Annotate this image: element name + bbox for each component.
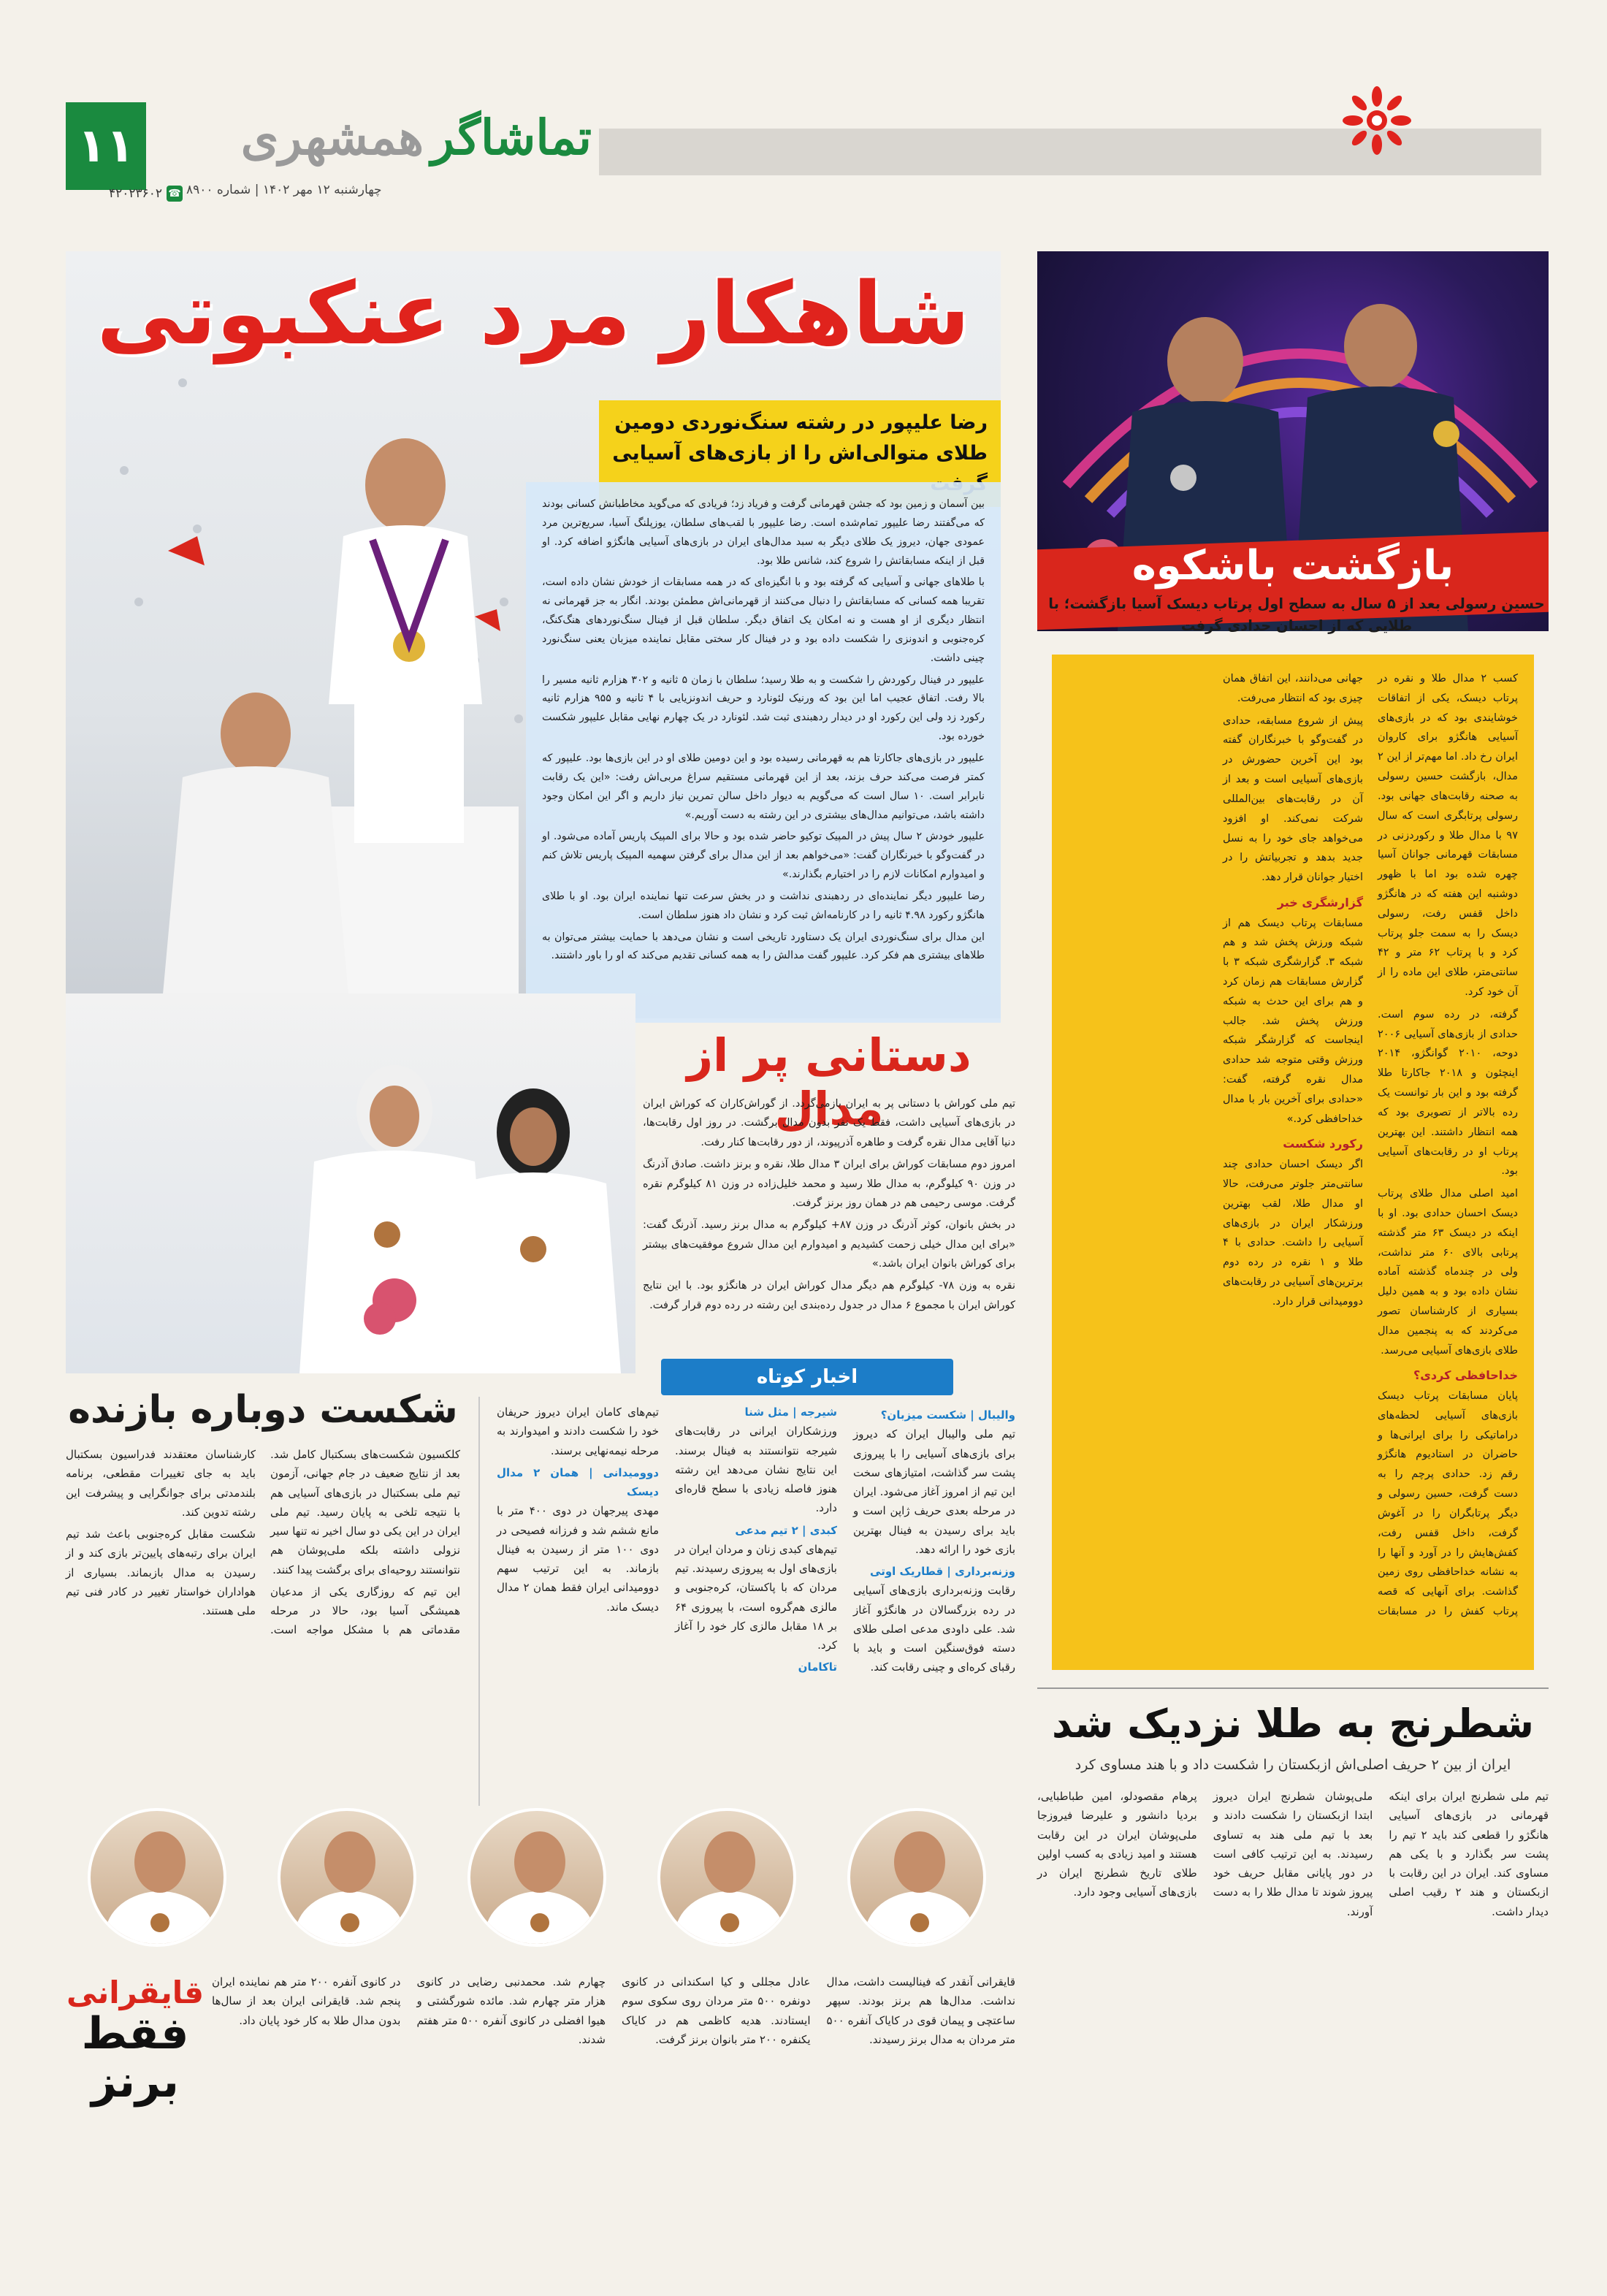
right-paragraph-1: کسب ۲ مدال طلا و نقره در پرتاب دیسک، یکی از اتفاقات خوشایندی بود که در بازی‌های آسیایی هانگژو برای کاروان ایران رخ داد. اما مهم‌تر از این ۲ مدال، بازگشت حسین رسولی به صحنه رقابت‌های جهانی بود. رسولی پرتابگری است که سال ۹۷ با مدال طلا و رکوردزنی در مسابقات قهرمانی جوانان آسیا چهره شده بود اما با ظهور دوشنبه این هفته که در هانگژو داخل قفس رفت، رسولی دیسک را به سمت جلو پرتاب کرد و با پرتاب ۶۲ متر و ۴۲ سانتی‌متر، طلای این ماده را از آن خود کرد. [1378, 673, 1519, 998]
hand-paragraph-2: امروز دوم مسابقات کوراش برای ایران ۳ مدال طلا، نقره و برنز داشت. صادق آذرنگ در وزن ۹۰ کیلوگرم، به مدال طلا رسید و محمد خلیل‌زاده در وزن ۸۱ کیلوگرم نقره گرفت. موسی رحیمی هم در همان روز برنز گرفت. [643, 1159, 1016, 1209]
bronze-athlete-photo [88, 1808, 226, 1947]
main-paragraph-4: علیپور در بازی‌های جاکارتا هم به قهرمانی رسیده بود و این دومین طلای او در این بازی‌ها بود. علیپور که کمتر فرصت می‌کند حرف بزند، بعد از این قهرمانی مستقیم سراغ مربی‌اش رفت: «این یک رقابت نابرابر است. ۱۰ سال است که می‌گویم به دیوار داخل سالن تمرین نیاز داریم و اگر این امکان وجود داشته باشد، می‌توانیم مدال‌های بیشتری در این رشته به دست آوریم.» [542, 752, 985, 821]
main-paragraph-7: این مدال برای سنگ‌نوردی ایران یک دستاورد تاریخی است و نشان می‌دهد با حمایت بیشتر می‌توان به طلاهای بیشتری هم فکر کرد. علیپور گفت مدالش را به همه کسانی تقدیم می‌کند که او را باور داشتند. [542, 931, 985, 962]
news-text-1: تیم ملی والیبال ایران که دیروز برای بازی‌های آسیایی را با پیروزی پشت سر گذاشت، امتیازهای سخت این تیم از امروز آغاز می‌شود. ایران در مرحله بعدی حریف ژاپن است و باید برای رسیدن به فینال بهترین بازی خود را ارائه دهد. [853, 1427, 1015, 1556]
chess-paragraph-2: ملی‌پوشان شطرنج ایران دیروز ابتدا ازبکستان را شکست دادند و بعد با تیم ملی هند به تساوی رسیدند. به این ترتیب کافی است در دور پایانی مقابل حریف خود پیروز شوند تا مدال طلا را به دست آورند. [1213, 1790, 1373, 1918]
phone-text: ۴۲۰۲۳۶۰۲ [108, 186, 162, 201]
short-news-title: اخبار کوتاه [661, 1359, 953, 1395]
loss-paragraph-3: شکست مقابل کره‌جنوبی باعث شد تیم ایران برای رتبه‌های پایین‌تر بازی کند و از رسیدن به مدال بازبماند. بسیاری از هواداران خواستار تغییر در کادر فنی تیم ملی هستند. [66, 1528, 256, 1617]
news-text-6: مهدی پیرجهان در دوی ۴۰۰ متر با مانع ششم شد و فرزانه فصیحی در دوی ۱۰۰ متر از رسیدن به فینال بازماند. به این ترتیب سهم دوومیدانی ایران فقط همان ۲ مدال دیسک ماند. [497, 1504, 659, 1614]
loss-paragraph-2: این تیم که روزگاری یکی از مدعیان همیشگی آسیا بود، حالا در مرحله مقدماتی هم با مشکل مواجه است. کارشناسان معتقدند فدراسیون بسکتبال باید به جای تغییرات مقطعی، برنامه بلندمدتی برای جوانگرایی و پیشرفت این رشته تدوین کند. [66, 1448, 460, 1637]
news-kicker-1: والیبال | شکست میزبان؟ [880, 1408, 1015, 1422]
bronze-paragraph-4: در کانوی آنفره ۲۰۰ متر هم نماینده ایران پنجم شد. قایقرانی ایران بعد از سال‌ها بدون مدال طلا به کار خود پایان داد. [212, 1975, 401, 2027]
logo-sub: همشهری [240, 109, 424, 166]
main-paragraph-3: علیپور در فینال رکوردش را شکست و به طلا رسید؛ سلطان با زمان ۵ ثانیه و ۳۰۲ هزارم ثانیه مسیر را بالا رفت. اتفاق عجیب اما این بود که ورنیک لئونارد و حریف اندونزیایی با ۴ ثانیه و ۹۵۵ هزارم ثانیه رکورد زد ولی این رکورد او در دیدار ردهبندی ثبت شد. لئونارد در یک چهارم نهایی مقابل علیپور شکست خورده بود. [542, 674, 985, 743]
right-subheadline: حسین رسولی بعد از ۵ سال به سطح اول پرتاب دیسک آسیا بازگشت؛ با طلایی که از احسان حدادی گرفت [1048, 595, 1545, 635]
bronze-athlete-photo [467, 1808, 606, 1947]
bronze-headline [66, 1976, 205, 2106]
logo [183, 101, 592, 174]
bronze-athlete-photo [657, 1808, 796, 1947]
right-kicker-1: خداحافظی کردی؟ [1413, 1368, 1518, 1383]
main-headline: شاهکار مرد عنکبوتی [96, 263, 970, 364]
phone-icon: ☎ [167, 186, 183, 202]
news-kicker-3: شیرجه | مثل شنا [744, 1406, 837, 1419]
news-text-5: تیم‌های کامان ایران دیروز حریفان خود را شکست دادند و امیدوارند به مرحله نیمه‌نهایی برسند. [497, 1406, 659, 1457]
phone-number [66, 186, 183, 202]
loss-paragraph-1: کلکسیون شکست‌های بسکتبال کامل شد. بعد از نتایج ضعیف در جام جهانی، آزمون تیم ملی بسکتبال در بازی‌های آسیایی هم با نتیجه تلخی به پایان رسید. تیم ملی ایران در این یکی دو سال اخیر نه تنها سیر نزولی داشته بلکه ملی‌پوشان هم نتوانستند روحیه‌ای برای برگشت پیدا کنند. [270, 1448, 460, 1576]
main-paragraph-6: رضا علیپور دیگر نماینده‌ای در ردهبندی نداشت و در بخش سرعت تنها نماینده ایران بود. او با طلای هانگژو رکورد ۴.۹۸ ثانیه را در کارنامه‌اش ثبت کرد و نشان داد هنوز سلطان است. [542, 890, 985, 921]
right-paragraph-7: اگر دیسک احسان حدادی چند سانتی‌متر جلوتر می‌رفت، حالا او مدال طلا، لقب بهترین ورزشکار ایران در بازی‌های آسیایی را داشت. حدادی با ۴ طلا و ۱ نقره در رده دوم برترین‌های آسیایی در رقابت‌های دوومیدانی قرار دارد. [1223, 1159, 1363, 1308]
right-kicker-3: رکورد شکست [1283, 1137, 1363, 1151]
hand-paragraph-3: در بخش بانوان، کوثر آذرنگ در وزن ۸۷+ کیلوگرم به مدال برنز رسید. آذرنگ گفت: «برای این مدال خیلی زحمت کشیدیم و امیدوارم این مدال شروع موفقیت‌های بیشتر برای کوراش بانوان ایران باشد.» [643, 1219, 1015, 1270]
main-paragraph-1: بین آسمان و زمین بود که جشن قهرمانی گرفت و فریاد زد؛ فریادی که می‌گوید مخاطبانش کسانی بودند که می‌گفتند رضا علیپور تمام‌شده است. رضا علیپور با لقب‌های سلطان، یوزپلنگ آسیا، سریع‌ترین مرد عمودی جهان، دیروز یک طلای دیگر به سبد مدال‌های ایران در بازی‌های آسیایی هانگژو اضافه کرد. او قبل از اینکه مسابقاتش را شروع کند، شانس طلا بود. [542, 498, 985, 567]
section-divider [1037, 1687, 1549, 1689]
main-paragraph-2: با طلاهای جهانی و آسیایی که گرفته بود و با انگیزه‌ای که در همه مسابقات از خودش نشان داده است، تقریبا همه کسانی که مسابقاتش را دنبال می‌کنند از قهرمانی‌اش مطمئن بودند. انگار به جز قهرمانی نه انتظار دیگری از او هست و نه امکان یک اتفاق دیگر. سلطان قبل از فینال سنگ‌نوردهای هنگ‌کنگ، کره‌جنوبی و اندونزی را شکست داده بود و در فینال کار سختی مقابل نماینده میزبان یعنی سنگ‌نورد چینی داشت. [542, 576, 985, 664]
chess-article-body [1037, 1787, 1549, 2108]
right-paragraph-3: امید اصلی مدال طلای پرتاب دیسک احسان حدادی بود. او با اینکه در دیسک ۶۳ متر گذشته پرتابی بالای ۶۰ متر نداشت، ولی در چندماه گذشته آماده نشان داده بود و به همین دلیل بسیاری از کارشناسان تصور می‌کردند که به پنجمین مدال طلای بازی‌های آسیایی می‌رسد. [1378, 1188, 1518, 1357]
bronze-athlete-photo [847, 1808, 986, 1947]
news-kicker-5: تاکامان [798, 1660, 837, 1674]
page-number: ۱۱ [66, 102, 146, 190]
news-text-3: ورزشکاران ایرانی در رقابت‌های شیرجه نتوانستند به فینال برسند. این نتایج نشان می‌دهد این رشته هنوز فاصله زیادی با سطح قاره‌ای دارد. [675, 1424, 837, 1515]
chess-paragraph-1: تیم ملی شطرنج ایران برای اینکه قهرمانی در بازی‌های آسیایی هانگژو را قطعی کند باید ۲ تیم را پشت سر بگذارد و با یکی هم مساوی کند. ایران در این رقابت با ازبکستان و هند ۲ رقیب اصلی دیدار داشت. [1389, 1790, 1549, 1918]
hand-headline: دستانی پر از مدال [687, 1029, 972, 1135]
right-paragraph-6: مسابقات پرتاب دیسک هم از شبکه ورزش پخش شد و هم شبکه ۳. گزارشگری شبکه ۳ با گزارش مسابقات هم زمان کرد و هم برای این حدث به شبکه ورزش پخش شد. جالب اینجاست که گزارشگر شبکه ورزش وقتی متوجه شد حدادی مدال نقره گرفته، گفت: «حدادی برای آخرین بار با مدال خداحافظی کرد.» [1223, 917, 1363, 1125]
bronze-athlete-photo [278, 1808, 416, 1947]
news-kicker-6: دوومیدانی | همان ۲ مدال دیسک [497, 1465, 659, 1498]
bronze-paragraph-3: چهارم شد. محمدنبی رضایی در کانوی هزار متر چهارم شد. مائده شورگشتی و هیوا افضلی در کانوی آنفره ۵۰۰ متر هفتم شدند. [416, 1975, 606, 2046]
hand-article-body [643, 1094, 1015, 1318]
bronze-headline-bottom: فقط برنز [81, 2008, 189, 2108]
right-kicker-2: گزارشگری خبر [1277, 895, 1363, 909]
news-text-4: تیم‌های کبدی زنان و مردان ایران در بازی‌های اول به پیروزی رسیدند. تیم مردان که با پاکستان، کره‌جنوبی و مالزی هم‌گروه است، با پیروزی ۶۴ بر ۱۸ مقابل مالزی کار خود را آغاز کرد. [675, 1542, 837, 1652]
bronze-headline-top: قایقرانی [66, 1975, 205, 2010]
logo-main: تماشاگر [431, 109, 592, 166]
kurash-medalists-photo [66, 993, 635, 1373]
kurash-medalists-graphic [66, 993, 635, 1373]
main-article-body [526, 482, 1001, 1023]
asian-games-emblem-icon [1337, 80, 1417, 161]
hand-paragraph-1: تیم ملی کوراش با دستانی پر به ایران بازمی‌گردد. از گوراش‌کاران که کوراش ایران در بازی‌های آسیایی داشت، فقط یک نفر بدون مدال برگشت. در روز اول رقابت‌ها، دنیا آقایی مدال نقره گرفت و طاهره آذرپیوند، از دور رقابت‌ها کنار رفت. [643, 1098, 1015, 1148]
right-headline: بازگشت باشکوه [1131, 542, 1454, 590]
right-paragraph-4: پایان مسابقات پرتاب دیسک بازی‌های آسیایی لحظه‌های دراماتیکی را برای ایرانی‌ها و حاضران در استادیوم هانگژو رقم زد. حدادی پرچم را به دست گرفت، حسین رسولی و دیگر پرتابگران را در آغوش گرفت، داخل قفس رفت، کفش‌هایش را در آورد و آنها را به نشانه خداحافظی روی زمین گذاشت. برای آنهایی که قصه پرتاب کفش را در مسابقات جهانی می‌دانند، این اتفاق همان چیزی بود که انتظار می‌رفت. [1223, 673, 1518, 1617]
hand-paragraph-4: نقره به وزن ۷۸- کیلوگرم هم دیگر مدال کوراش ایران در هانگژو بود. با این نتایج کوراش ایران با مجموع ۶ مدال در جدول رده‌بندی این رشته در رده دوم قرار گرفت. [643, 1280, 1015, 1311]
short-news-body [497, 1403, 1015, 1812]
right-paragraph-2: گرفته، در رده سوم است. حدادی از بازی‌های آسیایی ۲۰۰۶ دوحه، ۲۰۱۰ گوانگژو، ۲۰۱۴ اینچئون و ۲۰۱۸ جاکارتا طلا گرفته بود و این بار توانست یک رده بالاتر از تصویری بود که همه انتظار داشتند. این بهترین پرتاب او در رقابت‌های آسیایی بود. [1378, 1008, 1518, 1178]
chess-subheadline: ایران از بین ۲ حریف اصلی‌اش ازبکستان را شکست داد و با هند مساوی کرد [1074, 1757, 1511, 1773]
chess-paragraph-3: پرهام مقصودلو، امین طباطبایی، بردیا دانشور و علیرضا فیروزجا ملی‌پوشان ایران در این رقابت هستند و امید زیادی به کسب اولین طلای تاریخ شطرنج ایران در بازی‌های آسیایی وجود دارد. [1037, 1790, 1197, 1899]
right-paragraph-5: پیش از شروع مسابقه، حدادی در گفت‌وگو با خبرنگاران گفته بود این آخرین حضورش در بازی‌های آسیایی است و بعد از آن در رقابت‌های بین‌المللی شرکت نمی‌کند. او افزود می‌خواهد جای خود را به نسل جدید بدهد و تجربیاتش را در اختیار جوانان قرار دهد. [1223, 714, 1363, 884]
news-text-2: رقابت وزنه‌برداری بازی‌های آسیایی در رده بزرگسالان در هانگژو آغاز شد. علی داودی مدعی اصلی طلای دسته فوق‌سنگین است و باید با رقبای کره‌ای و چینی رقابت کند. [853, 1584, 1015, 1674]
main-paragraph-5: علیپور خودش ۲ سال پیش در المپیک توکیو حاضر شده بود و حالا برای المپیک پاریس آماده می‌شود. او در گفت‌وگو با خبرنگاران گفت: «می‌خواهم بعد از این مدال برای گرفتن سهمیه المپیک پاریس تلاش کنم و امیدوارم امکانات لازم را در اختیارم بگذارند.» [542, 831, 985, 881]
news-kicker-4: کبدی | ۲ تیم مدعی [735, 1523, 837, 1537]
main-subheadline: رضا علیپور در رشته سنگ‌نوردی دومین طلای متوالی‌اش را از بازی‌های آسیایی [599, 400, 1001, 507]
right-article-body [1052, 655, 1534, 1670]
date-line: چهارشنبه ۱۲ مهر ۱۴۰۲ | شماره ۸۹۰۰ [186, 183, 382, 197]
bronze-paragraph-1: قایقرانی آنقدر که فینالیست داشت، مدال نداشت. مدال‌ها هم برنز بودند. سپهر ساعتچی و پیمان قوی در کایاک آنفره ۵۰۰ متر مردان به مدال برنز رسیدند. [826, 1975, 1015, 2046]
column-divider [478, 1397, 480, 1806]
bronze-paragraph-2: عادل مجللی و کیا اسکندانی در کانوی دونفره ۵۰۰ متر مردان روی سکوی سوم ایستادند. هدیه کاظمی هم در کایاک یکنفره ۲۰۰ متر بانوان برنز گرفت. [622, 1975, 811, 2046]
chess-headline: شطرنج به طلا نزدیک شد [1051, 1701, 1535, 1747]
loss-article-body [66, 1445, 460, 1788]
news-kicker-2: وزنه‌برداری | قطاریک اوتی [870, 1565, 1015, 1578]
bronze-article-body [212, 1972, 1015, 2104]
loss-headline: شکست دوباره بازنده [68, 1388, 458, 1432]
